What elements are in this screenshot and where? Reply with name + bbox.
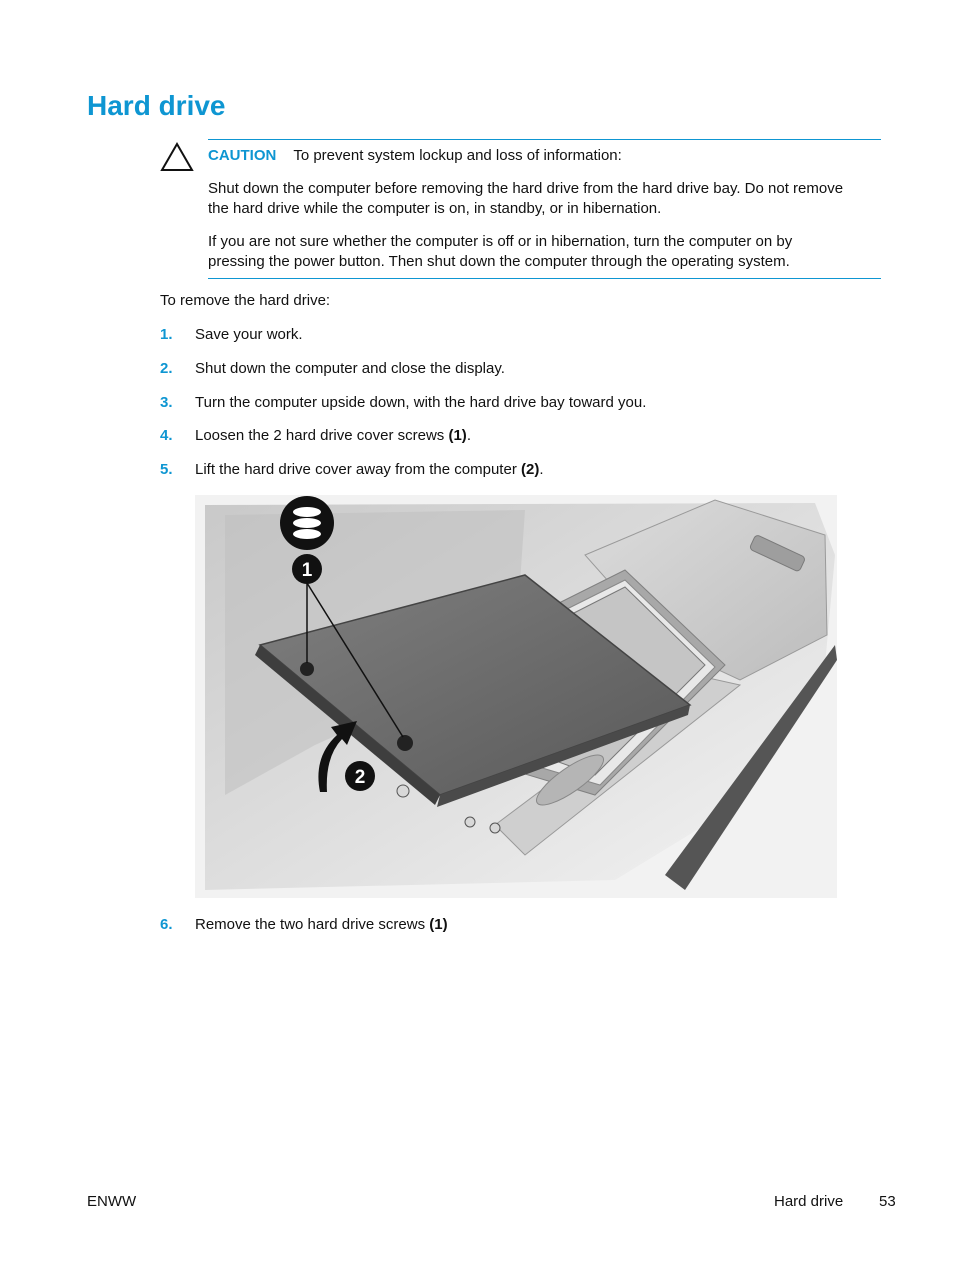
callout-2-label: 2 — [354, 767, 366, 788]
callout-ref: (1) — [429, 916, 448, 933]
caution-bottom-rule — [208, 278, 881, 279]
caution-label: CAUTION — [208, 147, 277, 164]
callout-ref: (1) — [448, 427, 467, 444]
step-number: 1. — [160, 326, 173, 343]
callout-1-label: 1 — [301, 560, 313, 581]
step-text: Save your work. — [195, 326, 303, 343]
step-text: Lift the hard drive cover away from the computer (2). — [195, 461, 544, 478]
step-number: 3. — [160, 394, 173, 411]
step-number: 2. — [160, 360, 173, 377]
step-number: 6. — [160, 916, 173, 933]
step-text: Loosen the 2 hard drive cover screws (1). — [195, 427, 471, 444]
footer-page-number: 53 — [879, 1193, 896, 1210]
step-number: 4. — [160, 427, 173, 444]
page-title: Hard drive — [87, 90, 226, 121]
caution-heading — [208, 147, 622, 165]
procedure-intro: To remove the hard drive: — [160, 292, 331, 309]
step-text: Shut down the computer and close the display. — [195, 360, 505, 377]
footer-left: ENWW — [87, 1193, 137, 1210]
caution-lead: To prevent system lockup and loss of information: — [293, 147, 622, 164]
caution-paragraph-1: Shut down the computer before removing the hard drive from the hard drive bay. Do not remove the hard drive while the computer is on, in standby, or in hibernation. — [208, 180, 844, 217]
step-number: 5. — [160, 461, 173, 478]
caution-paragraph-2: If you are not sure whether the computer is off or in hibernation, turn the computer on by pressing the power button. Then shut down the computer through the operating system. — [208, 233, 793, 270]
caution-triangle-icon — [160, 142, 194, 172]
hard-drive-cover-illustration — [195, 495, 837, 898]
caution-top-rule — [208, 139, 881, 140]
step-text: Turn the computer upside down, with the hard drive bay toward you. — [195, 394, 647, 411]
callout-ref: (2) — [520, 461, 540, 478]
footer-section-title: Hard drive — [774, 1193, 844, 1210]
step-text: Remove the two hard drive screws (1) — [195, 916, 448, 933]
